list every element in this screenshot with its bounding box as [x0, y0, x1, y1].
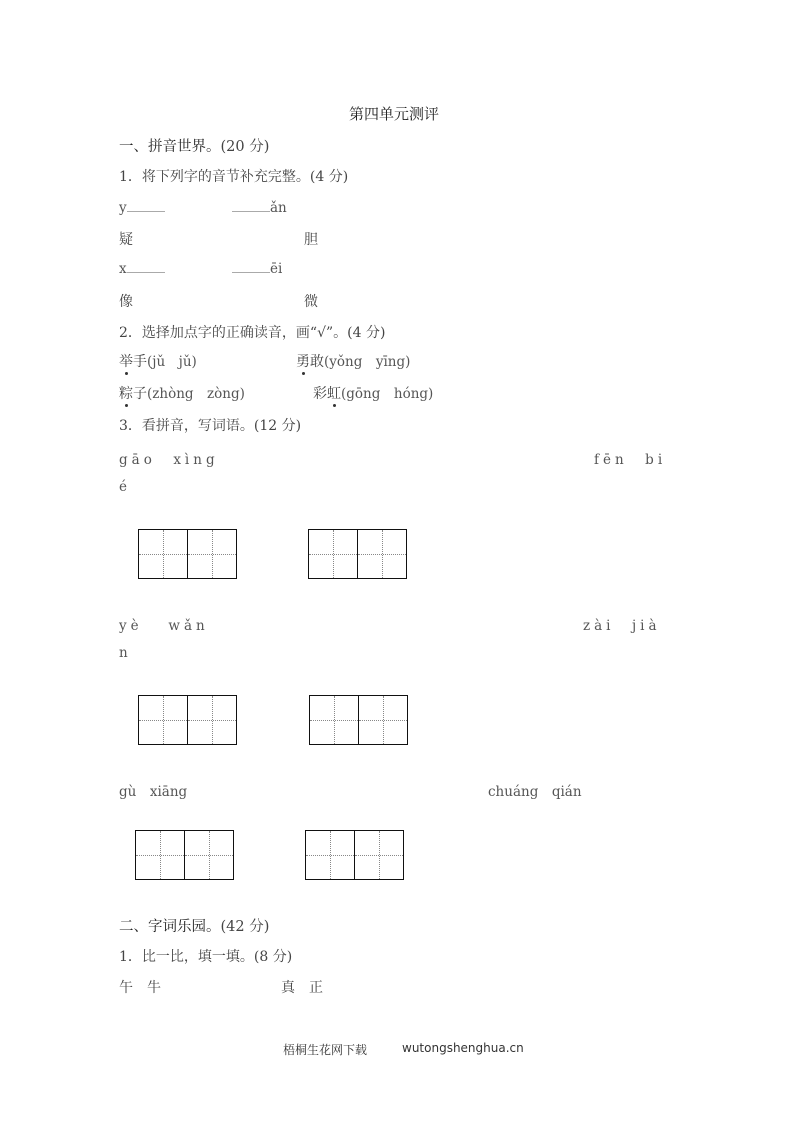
- grid-cell[interactable]: [308, 529, 358, 579]
- writing-grid[interactable]: [138, 695, 237, 745]
- dotted-character: 虹: [327, 386, 341, 402]
- pinyin-options[interactable]: (gōng hóng): [341, 386, 434, 402]
- grid-cell[interactable]: [138, 695, 188, 745]
- syllable-suffix: ēi: [270, 261, 283, 277]
- writing-grid[interactable]: [309, 695, 408, 745]
- grid-cell[interactable]: [135, 830, 185, 880]
- syllable-suffix: ǎn: [270, 200, 287, 216]
- word-rest: 敢: [310, 354, 324, 370]
- word-start: 彩: [313, 386, 327, 402]
- pinyin-wrap: é: [119, 479, 127, 495]
- section-heading-words: [119, 915, 269, 936]
- dotted-character: 粽: [119, 386, 133, 402]
- pinyin-right: zài jià: [583, 618, 661, 634]
- syllable-prefix: y: [119, 200, 127, 216]
- section-points: (42 分): [220, 919, 270, 935]
- question-2-prompt: 2．选择加点字的正确读音，画“√”。(4 分): [119, 325, 386, 341]
- grid-cell[interactable]: [309, 695, 359, 745]
- grid-cell[interactable]: [187, 695, 237, 745]
- pinyin-left: gāo xìng: [119, 452, 219, 468]
- answer-blank[interactable]: [232, 199, 270, 212]
- word-rest: 子: [133, 386, 147, 402]
- pinyin-right: chuáng qián: [488, 784, 582, 800]
- pinyin-right: fēn bi: [594, 452, 667, 468]
- section-points: (20 分): [220, 139, 270, 155]
- answer-blank[interactable]: [127, 199, 165, 212]
- grid-cell[interactable]: [354, 830, 404, 880]
- question-1-prompt: 1．将下列字的音节补充完整。(4 分): [119, 169, 349, 185]
- compare-pair-2: 真 正: [281, 980, 323, 996]
- page-title: 第四单元测评: [349, 105, 440, 123]
- writing-grid[interactable]: [308, 529, 407, 579]
- section-heading-text: 一、拼音世界。: [119, 139, 221, 155]
- grid-cell[interactable]: [187, 529, 237, 579]
- character-2: 胆: [304, 232, 318, 248]
- dotted-character: 勇: [296, 354, 310, 370]
- section-heading-pinyin: [119, 135, 269, 156]
- grid-cell[interactable]: [184, 830, 234, 880]
- pinyin-left: gù xiāng: [119, 784, 188, 800]
- section-heading-text: 二、字词乐园。: [119, 919, 221, 935]
- answer-blank[interactable]: [232, 260, 270, 273]
- reading-choice-4[interactable]: [313, 382, 433, 403]
- reading-choice-1[interactable]: [119, 350, 197, 371]
- grid-cell[interactable]: [305, 830, 355, 880]
- pinyin-options[interactable]: (yǒng yīng): [324, 354, 411, 370]
- reading-choice-2[interactable]: [296, 350, 410, 371]
- compare-pair-1: 午 牛: [119, 980, 161, 996]
- writing-grid[interactable]: [135, 830, 234, 880]
- syllable-item-2: [232, 199, 287, 216]
- writing-grid[interactable]: [305, 830, 404, 880]
- pinyin-options[interactable]: (zhòng zòng): [147, 386, 245, 402]
- reading-choice-3[interactable]: [119, 382, 245, 403]
- question-3-prompt: 3．看拼音，写词语。(12 分): [119, 418, 302, 434]
- answer-blank[interactable]: [127, 260, 165, 273]
- pinyin-left: yè wǎn: [119, 618, 209, 634]
- syllable-item-4: [232, 260, 282, 277]
- dotted-character: 举: [119, 354, 133, 370]
- syllable-item-1: [119, 199, 165, 216]
- syllable-item-3: [119, 260, 165, 277]
- character-3: 像: [119, 294, 133, 310]
- character-4: 微: [304, 294, 318, 310]
- grid-cell[interactable]: [358, 695, 408, 745]
- footer-site-name: 梧桐生花网下载: [283, 1043, 368, 1057]
- word-rest: 手: [133, 354, 147, 370]
- pinyin-options[interactable]: (jǔ jǔ): [147, 354, 197, 370]
- grid-cell[interactable]: [138, 529, 188, 579]
- syllable-prefix: x: [119, 261, 127, 277]
- pinyin-wrap: n: [119, 645, 128, 661]
- grid-cell[interactable]: [357, 529, 407, 579]
- character-1: 疑: [119, 232, 133, 248]
- footer-url[interactable]: wutongshenghua.cn: [402, 1041, 524, 1055]
- question-compare-prompt: 1．比一比，填一填。(8 分): [119, 949, 293, 965]
- writing-grid[interactable]: [138, 529, 237, 579]
